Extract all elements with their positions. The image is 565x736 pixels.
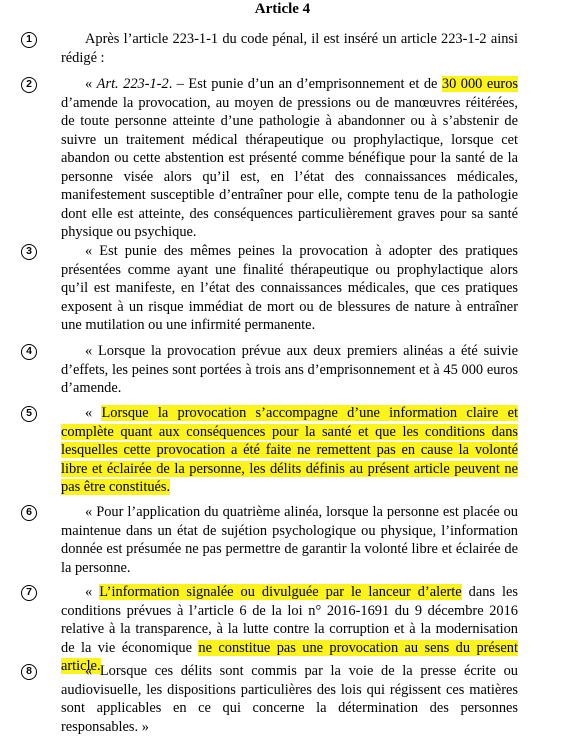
paragraph-number-badge: 4 [21,344,37,360]
text-segment: Après l’article 223-1-1 du code pénal, il est inséré un article 223-1-2 ainsi rédigé : [61,31,518,66]
paragraph-text [61,662,518,736]
paragraph-text [61,75,518,242]
paragraph-number-badge: 2 [21,77,37,93]
article-reference: Art. 223-1-2 [96,76,169,92]
paragraph-number-badge: 1 [21,32,37,48]
text-segment: dans les conditions prévues à l’article 6 de la loi n° 2016-1691 du 9 décembre 2016 relative à la transparence, à la lutte contre la corruption et à la modernisation de la vie économique [61,584,518,656]
text-segment: « [85,405,102,421]
highlighted-text: L’information signalée ou divulguée par le lanceur d’alerte [99,584,462,600]
paragraph-text [61,242,518,335]
paragraph-text [61,404,518,497]
text-segment: . – Est punie d’un an d’emprisonnement et de [168,76,442,92]
highlighted-text: ne constitue pas une provocation au sens du présent article. [61,639,518,674]
paragraph-text [61,342,518,398]
text-segment: « [85,584,100,600]
highlighted-text: Lorsque la provocation s’accompagne d’une information claire et complète quant aux conséquences pour la santé et que les conditions dans lesquelles cette provocation a été faite ne remettent pas en cause la volonté libre et éclairée de la personne, les délits définis au présent article peuvent ne pas être constitués. [61,405,518,495]
paragraph-number-badge: 6 [21,505,37,521]
text-segment: « [85,76,97,92]
text-segment: « Lorsque la provocation prévue aux deux premiers alinéas a été suivie d’effets, les peines sont portées à trois ans d’emprisonnement et à 45 000 euros d’amende. [61,343,518,396]
text-segment: « Est punie des mêmes peines la provocation à adopter des pratiques présentées comme ayant une finalité thérapeutique ou prophylactique alors qu’il est manifeste, en l’état des connaissances médicales, que ces pratiques exposent à un risque immédiat de mort ou de blessures de nature à entraîner une mutilation ou une infirmité permanente. [61,243,518,333]
paragraph-number-badge: 3 [21,244,37,260]
highlighted-text: 30 000 euros [441,76,519,92]
paragraph-number-badge: 7 [21,585,37,601]
text-segment: « Lorsque ces délits sont commis par la voie de la presse écrite ou audiovisuelle, les dispositions particulières des lois qui régissent ces matières sont applicables en ce qui concerne la détermination des personnes responsables. » [61,663,518,735]
paragraph-number-badge: 5 [21,406,37,422]
paragraph-text [61,30,518,67]
text-segment: « Pour l’application du quatrième alinéa, lorsque la personne est placée ou maintenue dans un état de sujétion psychologique ou physique, l’information donnée est présumée ne pas permettre de garantir la volonté libre et éclairée de la personne. [61,504,518,576]
article-title: Article 4 [254,1,311,17]
text-segment: d’amende la provocation, au moyen de pressions ou de manœuvres réitérées, de toute personne atteinte d’une pathologie à abandonner ou à s’abstenir de suivre un traitement médical thérapeutique ou prophylactique, lorsque cet abandon ou cette abstention est présenté comme bénéfique pour la santé de la personne visée alors qu’il est, en l’état des connaissances médicales, manifestement susceptible d’entraîner pour elle, compte tenu de la pathologie dont elle est atteinte, des conséquences particulièrement graves pour sa santé physique ou psychique. [61,94,518,240]
paragraph-text [61,503,518,577]
paragraph-number-badge: 8 [21,664,37,680]
